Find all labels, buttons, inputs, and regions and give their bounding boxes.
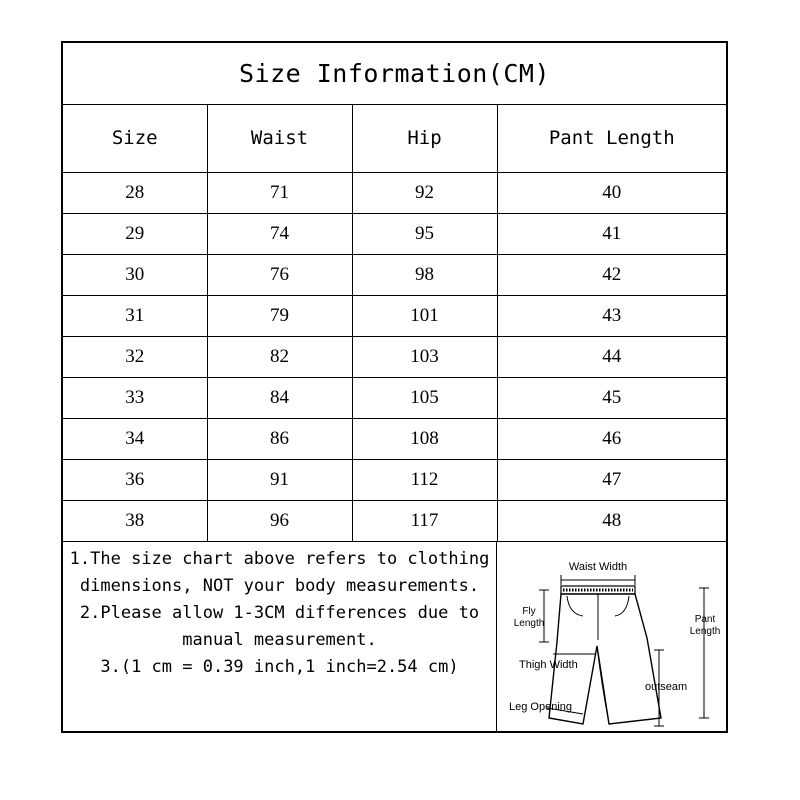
cell-pant-length: 41 [497, 214, 726, 255]
cell-pant-length: 44 [497, 337, 726, 378]
cell-size: 29 [63, 214, 207, 255]
cell-size: 38 [63, 501, 207, 542]
size-table [63, 104, 726, 542]
cell-waist: 96 [207, 501, 352, 542]
table-row [63, 214, 726, 255]
note-2: 2.Please allow 1-3CM differences due to manual measurement. [79, 603, 480, 650]
cell-pant-length: 47 [497, 460, 726, 501]
cell-waist: 71 [207, 173, 352, 214]
table-row [63, 173, 726, 214]
cell-waist: 82 [207, 337, 352, 378]
header-hip: Hip [352, 104, 497, 173]
pant-length-label: Pant Length [689, 614, 721, 637]
cell-pant-length: 45 [497, 378, 726, 419]
cell-hip: 103 [352, 337, 497, 378]
cell-waist: 79 [207, 296, 352, 337]
cell-size: 31 [63, 296, 207, 337]
cell-waist: 74 [207, 214, 352, 255]
cell-waist: 84 [207, 378, 352, 419]
header-size: Size [63, 104, 207, 173]
cell-pant-length: 43 [497, 296, 726, 337]
chart-title: Size Information(CM) [63, 43, 726, 105]
notes [63, 542, 497, 732]
cell-hip: 98 [352, 255, 497, 296]
cell-size: 30 [63, 255, 207, 296]
table-row [63, 337, 726, 378]
cell-hip: 112 [352, 460, 497, 501]
pants-diagram [497, 542, 726, 732]
fly-length-label: Fly Length [513, 606, 545, 629]
size-chart [61, 41, 728, 733]
pants-illustration [497, 542, 726, 732]
waist-width-label: Waist Width [568, 561, 628, 573]
cell-waist: 86 [207, 419, 352, 460]
cell-hip: 117 [352, 501, 497, 542]
header-pant-length: Pant Length [497, 104, 726, 173]
table-header-row [63, 104, 726, 173]
table-row [63, 378, 726, 419]
cell-pant-length: 42 [497, 255, 726, 296]
leg-opening-label: Leg Opening [509, 701, 572, 713]
table-row [63, 296, 726, 337]
table-row [63, 419, 726, 460]
note-3: 3.(1 cm = 0.39 inch,1 inch=2.54 cm) [100, 657, 459, 677]
cell-hip: 92 [352, 173, 497, 214]
cell-pant-length: 48 [497, 501, 726, 542]
table-row [63, 460, 726, 501]
cell-pant-length: 46 [497, 419, 726, 460]
outseam-label: outseam [645, 681, 688, 693]
cell-size: 33 [63, 378, 207, 419]
cell-hip: 101 [352, 296, 497, 337]
cell-hip: 108 [352, 419, 497, 460]
table-row [63, 501, 726, 542]
cell-size: 28 [63, 173, 207, 214]
cell-size: 34 [63, 419, 207, 460]
cell-size: 32 [63, 337, 207, 378]
bottom-section [63, 541, 726, 732]
cell-waist: 76 [207, 255, 352, 296]
cell-waist: 91 [207, 460, 352, 501]
cell-hip: 95 [352, 214, 497, 255]
header-waist: Waist [207, 104, 352, 173]
note-1: 1.The size chart above refers to clothing dimensions, NOT your body measurements. [69, 549, 490, 596]
cell-pant-length: 40 [497, 173, 726, 214]
cell-hip: 105 [352, 378, 497, 419]
table-row [63, 255, 726, 296]
cell-size: 36 [63, 460, 207, 501]
thigh-width-label: Thigh Width [519, 659, 578, 671]
